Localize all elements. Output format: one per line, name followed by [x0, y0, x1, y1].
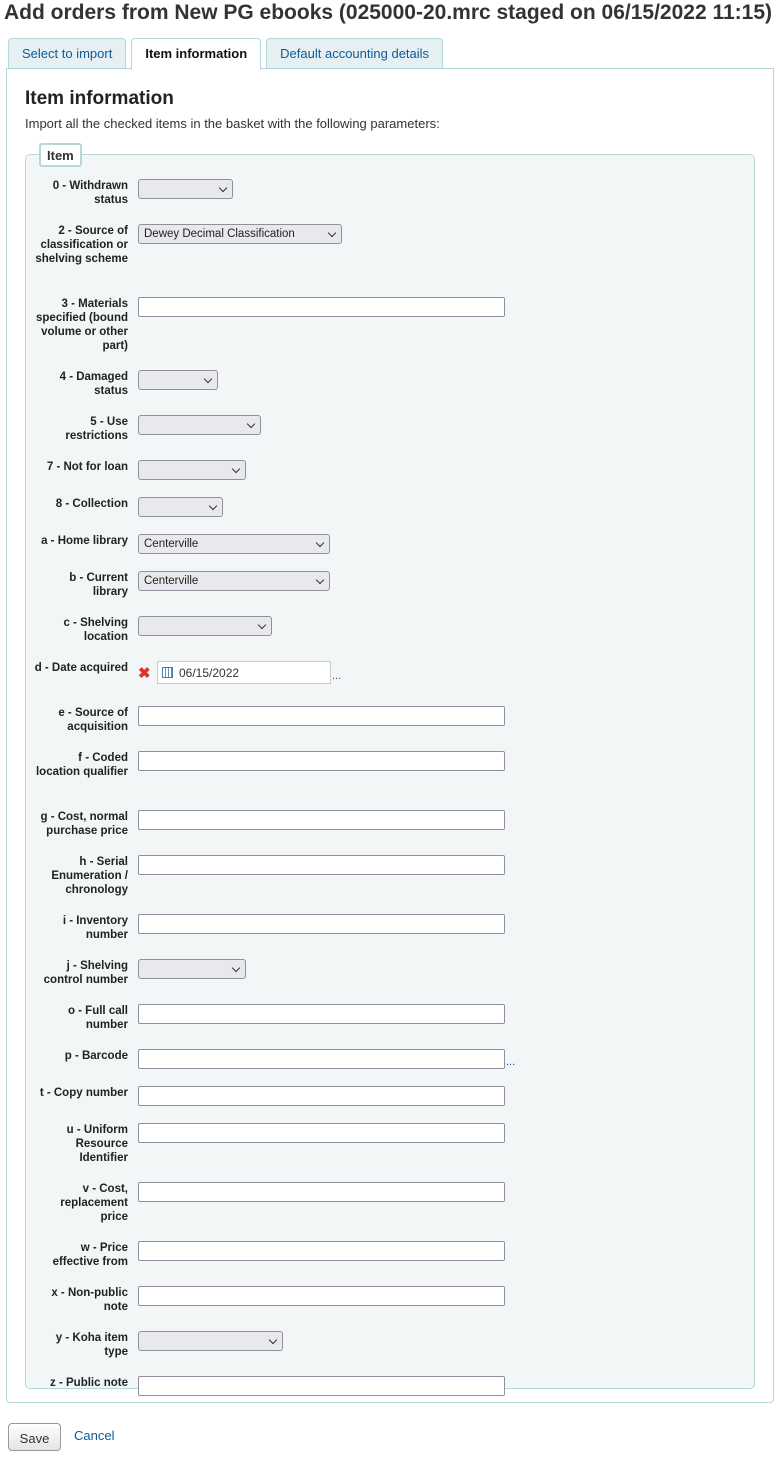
2-source-of-classification-or-shelving-scheme-select[interactable] [138, 224, 342, 244]
field-control [138, 534, 330, 554]
field-control [138, 1049, 515, 1069]
field-label: 0 - Withdrawn status [52, 180, 128, 206]
field-label: j - Shelving control number [43, 960, 128, 986]
j-shelving-control-number-select[interactable] [138, 959, 246, 979]
field-control [138, 706, 505, 726]
field-control [138, 370, 218, 390]
field-row-c-shelving-location [26, 616, 754, 661]
field-row-g-cost-normal-purchase-price [26, 810, 754, 855]
field-control [138, 616, 272, 636]
field-label: u - Uniform Resource Identifier [66, 1124, 128, 1164]
chevron-down-icon [232, 964, 240, 972]
field-row-o-full-call-number [26, 1004, 754, 1049]
field-row-f-coded-location-qualifier [26, 751, 754, 810]
field-row-v-cost-replacement-price [26, 1182, 754, 1241]
save-button[interactable]: Save [8, 1423, 61, 1451]
field-label: f - Coded location qualifier [35, 752, 128, 778]
date-value: 06/15/2022 [179, 665, 240, 680]
field-row-4-damaged-status [26, 370, 754, 415]
chevron-down-icon [247, 420, 255, 428]
chevron-down-icon [316, 576, 324, 584]
section-heading: Item information [25, 88, 174, 109]
field-label: p - Barcode [64, 1050, 128, 1062]
field-label: h - Serial Enumeration / chronology [51, 856, 128, 896]
item-fieldset [25, 148, 755, 1389]
5-use-restrictions-select[interactable] [138, 415, 261, 435]
field-row-y-koha-item-type [26, 1331, 754, 1376]
field-label: c - Shelving location [63, 617, 128, 643]
selected-value: Centerville [144, 575, 199, 587]
tab-select-to-import[interactable]: Select to import [8, 38, 126, 69]
field-row-t-copy-number [26, 1086, 754, 1123]
a-home-library-select[interactable] [138, 534, 330, 554]
field-label: y - Koha item type [55, 1332, 128, 1358]
tab-bar [8, 38, 443, 70]
tab-default-accounting-details[interactable]: Default accounting details [266, 38, 443, 69]
field-row-b-current-library [26, 571, 754, 616]
field-label: t - Copy number [39, 1087, 128, 1099]
field-control [138, 1376, 505, 1396]
field-row-7-not-for-loan [26, 460, 754, 497]
field-row-z-public-note [26, 1376, 754, 1413]
calendar-icon[interactable] [162, 667, 173, 678]
b-current-library-select[interactable] [138, 571, 330, 591]
chevron-down-icon [258, 621, 266, 629]
field-row-x-non-public-note [26, 1286, 754, 1331]
d-date-acquired-input[interactable] [157, 661, 331, 684]
chevron-down-icon [204, 375, 212, 383]
field-control [138, 497, 223, 517]
item-information-panel [6, 68, 774, 1403]
y-koha-item-type-select[interactable] [138, 1331, 283, 1351]
field-list [26, 179, 754, 1413]
field-control [138, 224, 342, 244]
field-row-j-shelving-control-number [26, 959, 754, 1004]
chevron-down-icon [219, 184, 227, 192]
x-non-public-note-input[interactable] [138, 1286, 505, 1306]
field-control [138, 751, 505, 771]
w-price-effective-from-input[interactable] [138, 1241, 505, 1261]
field-label: 5 - Use restrictions [65, 416, 128, 442]
o-full-call-number-input[interactable] [138, 1004, 505, 1024]
field-control [138, 661, 341, 684]
chevron-down-icon [269, 1336, 277, 1344]
field-label: 4 - Damaged status [59, 371, 128, 397]
field-row-e-source-of-acquisition [26, 706, 754, 751]
u-uniform-resource-identifier-input[interactable] [138, 1123, 505, 1143]
selected-value: Dewey Decimal Classification [144, 228, 295, 240]
field-row-d-date-acquired [26, 661, 754, 706]
field-row-8-collection [26, 497, 754, 534]
field-label: e - Source of acquisition [58, 707, 128, 733]
cancel-link[interactable]: Cancel [74, 1428, 115, 1443]
h-serial-enumeration-chronology-input[interactable] [138, 855, 505, 875]
field-label: g - Cost, normal purchase price [40, 811, 128, 837]
field-control [138, 1123, 505, 1143]
g-cost-normal-purchase-price-input[interactable] [138, 810, 505, 830]
field-row-5-use-restrictions [26, 415, 754, 460]
f-coded-location-qualifier-input[interactable] [138, 751, 505, 771]
field-label: x - Non-public note [51, 1287, 128, 1313]
e-source-of-acquisition-input[interactable] [138, 706, 505, 726]
field-label: v - Cost, replacement price [60, 1183, 128, 1223]
i-inventory-number-input[interactable] [138, 914, 505, 934]
field-label: o - Full call number [67, 1005, 128, 1031]
field-control [138, 1286, 505, 1306]
field-control [138, 415, 261, 435]
z-public-note-input[interactable] [138, 1376, 505, 1396]
field-row-w-price-effective-from [26, 1241, 754, 1286]
clear-date-icon[interactable]: ✖ [138, 664, 151, 682]
3-materials-specified-bound-volume-or-other-part-input[interactable] [138, 297, 505, 317]
plugin-link[interactable]: ... [506, 1056, 516, 1068]
field-label: a - Home library [41, 535, 128, 547]
field-label: w - Price effective from [52, 1242, 128, 1268]
v-cost-replacement-price-input[interactable] [138, 1182, 505, 1202]
field-label: z - Public note [50, 1377, 128, 1389]
field-label: d - Date acquired [34, 662, 128, 674]
field-label: 7 - Not for loan [46, 461, 128, 473]
section-intro: Import all the checked items in the basket with the following parameters: [25, 116, 440, 131]
field-control [138, 914, 505, 934]
field-label: 2 - Source of classification or shelving scheme [35, 225, 128, 265]
field-control [138, 855, 505, 875]
field-control [138, 297, 505, 317]
field-label: i - Inventory number [62, 915, 128, 941]
field-row-2-source-of-classification-or-shelving-scheme [26, 224, 754, 297]
page-title: Add orders from New PG ebooks (025000-20.mrc staged on 06/15/2022 11:15) [4, 1, 772, 24]
field-control [138, 1182, 505, 1202]
field-control [138, 959, 246, 979]
field-label: b - Current library [69, 572, 128, 598]
fieldset-legend: Item [39, 143, 82, 167]
0-withdrawn-status-select[interactable] [138, 179, 233, 199]
selected-value: Centerville [144, 538, 199, 550]
chevron-down-icon [316, 539, 324, 547]
c-shelving-location-select[interactable] [138, 616, 272, 636]
field-control [138, 1331, 283, 1351]
field-control [138, 460, 246, 480]
chevron-down-icon [232, 465, 240, 473]
field-control [138, 571, 330, 591]
field-row-u-uniform-resource-identifier [26, 1123, 754, 1182]
tab-item-information[interactable]: Item information [131, 38, 261, 70]
field-control [138, 179, 233, 199]
chevron-down-icon [328, 229, 336, 237]
t-copy-number-input[interactable] [138, 1086, 505, 1106]
field-control [138, 1086, 505, 1106]
field-row-h-serial-enumeration-chronology [26, 855, 754, 914]
field-row-0-withdrawn-status [26, 179, 754, 224]
field-control [138, 1004, 505, 1024]
chevron-down-icon [209, 502, 217, 510]
plugin-link[interactable]: ... [332, 669, 342, 682]
field-row-a-home-library [26, 534, 754, 571]
field-control [138, 1241, 505, 1261]
field-row-i-inventory-number [26, 914, 754, 959]
7-not-for-loan-select[interactable] [138, 460, 246, 480]
field-row-p-barcode [26, 1049, 754, 1086]
field-label: 8 - Collection [55, 498, 128, 510]
field-control [138, 810, 505, 830]
field-row-3-materials-specified-bound-volume-or-other-part [26, 297, 754, 370]
p-barcode-input[interactable] [138, 1049, 505, 1069]
8-collection-select[interactable] [138, 497, 223, 517]
4-damaged-status-select[interactable] [138, 370, 218, 390]
field-label: 3 - Materials specified (bound volume or other part) [36, 298, 128, 352]
